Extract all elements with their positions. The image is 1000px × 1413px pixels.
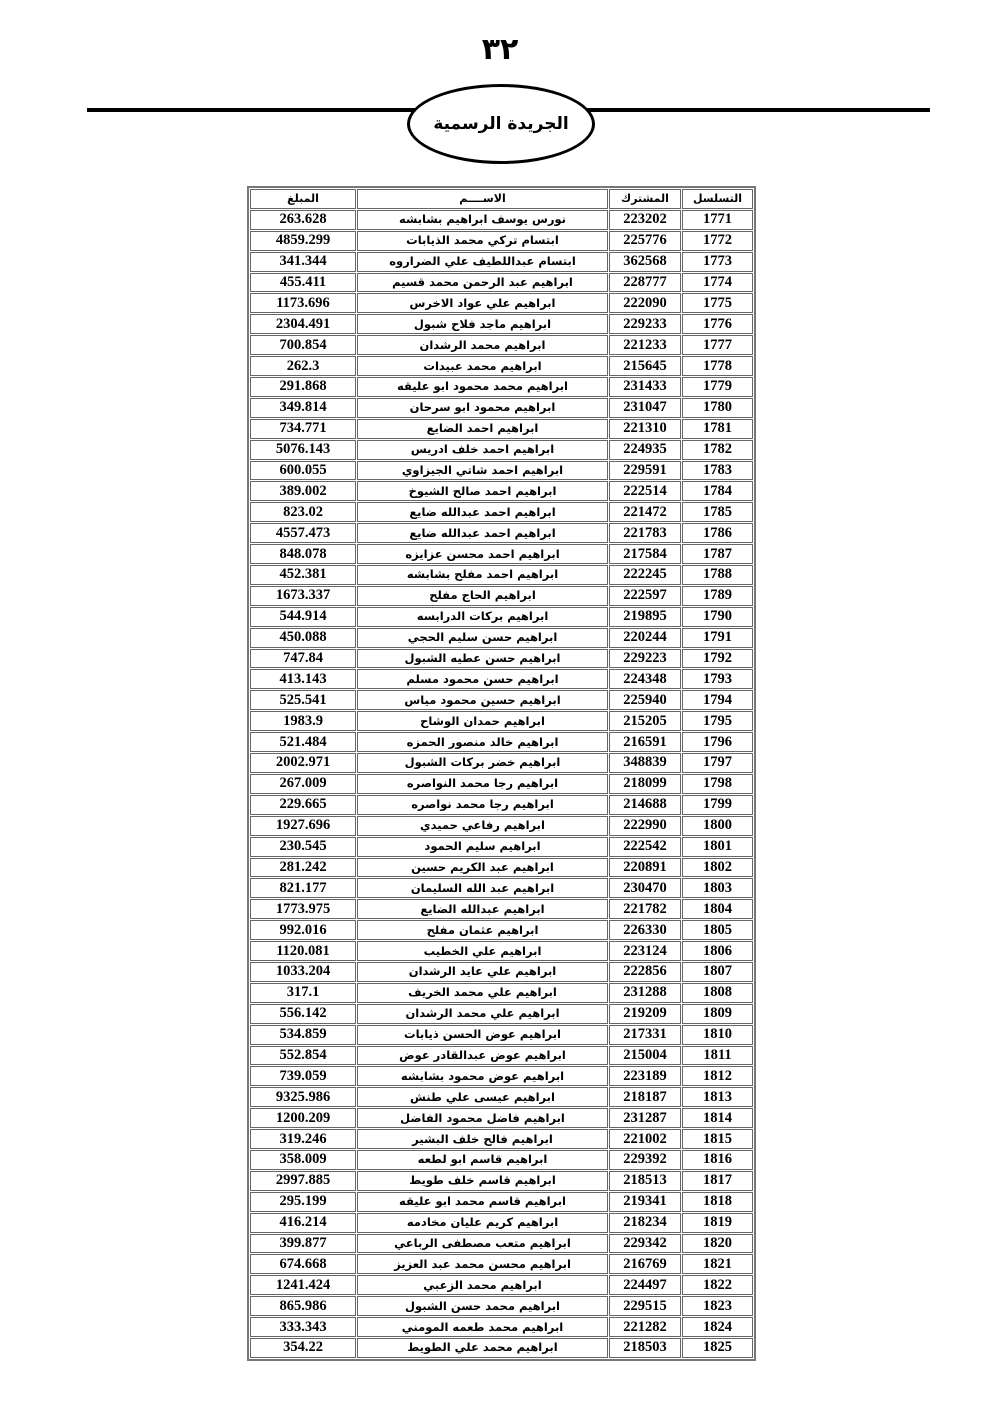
name-cell: ابراهيم علي عايد الرشدان [357,962,608,982]
name-cell: ابراهيم قاسم محمد ابو عليقه [357,1192,608,1212]
subscriber-cell: 222514 [609,481,681,501]
subscriber-cell: 228777 [609,273,681,293]
amount-cell: 700.854 [250,335,356,355]
amount-cell: 4859.299 [250,231,356,251]
serial-cell: 1785 [682,502,753,522]
subscriber-cell: 224348 [609,669,681,689]
subscriber-cell: 219895 [609,607,681,627]
subscriber-cell: 217584 [609,544,681,564]
amount-cell: 317.1 [250,983,356,1003]
name-cell: ابراهيم احمد عبدالله ضايع [357,502,608,522]
table-row [250,795,753,815]
serial-cell: 1791 [682,628,753,648]
name-cell: ابراهيم بركات الدرابسه [357,607,608,627]
amount-cell: 1773.975 [250,899,356,919]
subscriber-cell: 231047 [609,398,681,418]
name-cell: ابراهيم محمود ابو سرحان [357,398,608,418]
serial-cell: 1794 [682,690,753,710]
table-row [250,1234,753,1254]
name-cell: ابراهيم حسن عطيه الشبول [357,649,608,669]
subscriber-cell: 218187 [609,1087,681,1107]
name-cell: ابراهيم احمد صالح الشيوخ [357,481,608,501]
subscriber-cell: 220244 [609,628,681,648]
subscriber-cell: 229233 [609,314,681,334]
serial-cell: 1783 [682,461,753,481]
amount-cell: 1927.696 [250,816,356,836]
serial-cell: 1806 [682,941,753,961]
subscriber-cell: 216591 [609,732,681,752]
name-cell: ابراهيم ماجد فلاح شبول [357,314,608,334]
subscriber-cell: 222856 [609,962,681,982]
table-row [250,1317,753,1337]
subscriber-cell: 229392 [609,1150,681,1170]
table-row [250,1108,753,1128]
serial-cell: 1779 [682,377,753,397]
amount-cell: 865.986 [250,1296,356,1316]
table-row [250,1254,753,1274]
table-row [250,419,753,439]
serial-cell: 1798 [682,774,753,794]
subscriber-cell: 221782 [609,899,681,919]
name-cell: ابراهيم محمد عبيدات [357,356,608,376]
serial-cell: 1778 [682,356,753,376]
serial-cell: 1776 [682,314,753,334]
name-cell: ابراهيم احمد شاتي الجيزاوي [357,461,608,481]
amount-cell: 9325.986 [250,1087,356,1107]
name-cell: ابراهيم رجا محمد نواصره [357,795,608,815]
table-row [250,858,753,878]
table-row [250,1213,753,1233]
table-row [250,649,753,669]
table-body [250,210,753,1358]
serial-cell: 1814 [682,1108,753,1128]
name-cell: ابراهيم احمد خلف ادريس [357,440,608,460]
table-row [250,461,753,481]
serial-cell: 1823 [682,1296,753,1316]
column-header-name: الاســــم [357,189,608,209]
name-cell: نورس يوسف ابراهيم بشابشه [357,210,608,230]
name-cell: ابراهيم عبد الله السليمان [357,878,608,898]
table-row [250,544,753,564]
serial-cell: 1816 [682,1150,753,1170]
name-cell: ابراهيم خضر بركات الشبول [357,753,608,773]
amount-cell: 416.214 [250,1213,356,1233]
subscriber-cell: 229515 [609,1296,681,1316]
serial-cell: 1771 [682,210,753,230]
amount-cell: 450.088 [250,628,356,648]
table-row [250,502,753,522]
subscriber-cell: 223202 [609,210,681,230]
name-cell: ابراهيم حسن سليم الحجي [357,628,608,648]
amount-cell: 452.381 [250,565,356,585]
table-row [250,1338,753,1358]
amount-cell: 2304.491 [250,314,356,334]
serial-cell: 1819 [682,1213,753,1233]
serial-cell: 1797 [682,753,753,773]
serial-cell: 1773 [682,252,753,272]
table-row [250,210,753,230]
amount-cell: 291.868 [250,377,356,397]
table-row [250,356,753,376]
subscriber-cell: 214688 [609,795,681,815]
serial-cell: 1789 [682,586,753,606]
amount-cell: 229.665 [250,795,356,815]
name-cell: ابراهيم فاضل محمود الفاضل [357,1108,608,1128]
name-cell: ابراهيم محمد الزعبي [357,1275,608,1295]
subscriber-cell: 226330 [609,920,681,940]
subscriber-cell: 220891 [609,858,681,878]
table-row [250,837,753,857]
serial-cell: 1807 [682,962,753,982]
table-header-row [250,189,753,209]
name-cell: ابراهيم محمد الرشدان [357,335,608,355]
name-cell: ابراهيم عبد الكريم حسين [357,858,608,878]
subscriber-cell: 218503 [609,1338,681,1358]
name-cell: ابراهيم عوض عبدالقادر عوض [357,1046,608,1066]
serial-cell: 1809 [682,1004,753,1024]
name-cell: ابراهيم علي عواد الاخرس [357,293,608,313]
amount-cell: 262.3 [250,356,356,376]
table-row [250,1296,753,1316]
subscriber-cell: 217331 [609,1025,681,1045]
amount-cell: 544.914 [250,607,356,627]
subscriber-cell: 224497 [609,1275,681,1295]
subscriber-cell: 219341 [609,1192,681,1212]
table-row [250,941,753,961]
serial-cell: 1793 [682,669,753,689]
name-cell: ابراهيم عثمان مفلح [357,920,608,940]
serial-cell: 1815 [682,1129,753,1149]
publication-title: الجريدة الرسمية [433,114,569,134]
name-cell: ابراهيم رجا محمد النواصره [357,774,608,794]
serial-cell: 1781 [682,419,753,439]
amount-cell: 349.814 [250,398,356,418]
serial-cell: 1812 [682,1066,753,1086]
table-row [250,1046,753,1066]
serial-cell: 1824 [682,1317,753,1337]
table-row [250,899,753,919]
subscriber-cell: 225776 [609,231,681,251]
table-row [250,690,753,710]
table-row [250,732,753,752]
table-row [250,1171,753,1191]
amount-cell: 267.009 [250,774,356,794]
amount-cell: 354.22 [250,1338,356,1358]
serial-cell: 1825 [682,1338,753,1358]
subscriber-cell: 222245 [609,565,681,585]
subscriber-cell: 222597 [609,586,681,606]
column-header-subscriber: المشترك [609,189,681,209]
amount-cell: 1033.204 [250,962,356,982]
amount-cell: 399.877 [250,1234,356,1254]
table-row [250,377,753,397]
name-cell: ابراهيم احمد عبدالله ضايع [357,523,608,543]
subscriber-cell: 229591 [609,461,681,481]
table-row [250,1150,753,1170]
amount-cell: 5076.143 [250,440,356,460]
serial-cell: 1799 [682,795,753,815]
table-row [250,711,753,731]
amount-cell: 413.143 [250,669,356,689]
subscriber-cell: 216769 [609,1254,681,1274]
amount-cell: 4557.473 [250,523,356,543]
subscriber-cell: 221002 [609,1129,681,1149]
serial-cell: 1822 [682,1275,753,1295]
amount-cell: 2997.885 [250,1171,356,1191]
amount-cell: 1173.696 [250,293,356,313]
table-row [250,398,753,418]
subscriber-cell: 218099 [609,774,681,794]
serial-cell: 1784 [682,481,753,501]
serial-cell: 1772 [682,231,753,251]
amount-cell: 525.541 [250,690,356,710]
amount-cell: 341.344 [250,252,356,272]
amount-cell: 1983.9 [250,711,356,731]
name-cell: ابراهيم محمد حسن الشبول [357,1296,608,1316]
subscriber-cell: 215004 [609,1046,681,1066]
serial-cell: 1817 [682,1171,753,1191]
table-row [250,983,753,1003]
serial-cell: 1802 [682,858,753,878]
serial-cell: 1777 [682,335,753,355]
name-cell: ابراهيم علي محمد الخريف [357,983,608,1003]
payments-table [247,186,756,1361]
serial-cell: 1821 [682,1254,753,1274]
name-cell: ابراهيم عبدالله الضايع [357,899,608,919]
subscriber-cell: 222542 [609,837,681,857]
serial-cell: 1786 [682,523,753,543]
subscriber-cell: 218234 [609,1213,681,1233]
name-cell: ابراهيم فالح خلف البشير [357,1129,608,1149]
serial-cell: 1803 [682,878,753,898]
name-cell: ابراهيم قاسم ابو لطعه [357,1150,608,1170]
serial-cell: 1795 [682,711,753,731]
amount-cell: 739.059 [250,1066,356,1086]
amount-cell: 534.859 [250,1025,356,1045]
subscriber-cell: 362568 [609,252,681,272]
subscriber-cell: 219209 [609,1004,681,1024]
table-row [250,628,753,648]
subscriber-cell: 223124 [609,941,681,961]
subscriber-cell: 231433 [609,377,681,397]
amount-cell: 230.545 [250,837,356,857]
amount-cell: 1120.081 [250,941,356,961]
serial-cell: 1811 [682,1046,753,1066]
amount-cell: 333.343 [250,1317,356,1337]
serial-cell: 1774 [682,273,753,293]
serial-cell: 1818 [682,1192,753,1212]
amount-cell: 295.199 [250,1192,356,1212]
serial-cell: 1800 [682,816,753,836]
serial-cell: 1787 [682,544,753,564]
amount-cell: 734.771 [250,419,356,439]
subscriber-cell: 229223 [609,649,681,669]
amount-cell: 674.668 [250,1254,356,1274]
table-row [250,586,753,606]
name-cell: ابراهيم سليم الحمود [357,837,608,857]
table-row [250,231,753,251]
serial-cell: 1808 [682,983,753,1003]
amount-cell: 1200.209 [250,1108,356,1128]
amount-cell: 358.009 [250,1150,356,1170]
name-cell: ابراهيم محسن محمد عبد العزيز [357,1254,608,1274]
name-cell: ابتسام عبداللطيف علي الضراروه [357,252,608,272]
amount-cell: 821.177 [250,878,356,898]
subscriber-cell: 215205 [609,711,681,731]
table-row [250,1025,753,1045]
serial-cell: 1813 [682,1087,753,1107]
name-cell: ابراهيم الحاج مفلح [357,586,608,606]
subscriber-cell: 221233 [609,335,681,355]
publication-title-oval [407,84,595,164]
serial-cell: 1820 [682,1234,753,1254]
name-cell: ابراهيم عوض الحسن ذيابات [357,1025,608,1045]
table-row [250,335,753,355]
table-row [250,920,753,940]
table-row [250,1004,753,1024]
serial-cell: 1790 [682,607,753,627]
table-row [250,753,753,773]
serial-cell: 1805 [682,920,753,940]
name-cell: ابراهيم رفاعي حميدي [357,816,608,836]
serial-cell: 1775 [682,293,753,313]
amount-cell: 389.002 [250,481,356,501]
subscriber-cell: 221472 [609,502,681,522]
table-row [250,1275,753,1295]
subscriber-cell: 221783 [609,523,681,543]
subscriber-cell: 218513 [609,1171,681,1191]
amount-cell: 600.055 [250,461,356,481]
name-cell: ابراهيم متعب مصطفى الرباعي [357,1234,608,1254]
name-cell: ابراهيم محمد طعمه المومني [357,1317,608,1337]
table-row [250,273,753,293]
subscriber-cell: 221310 [609,419,681,439]
name-cell: ابراهيم عيسى علي طنش [357,1087,608,1107]
serial-cell: 1788 [682,565,753,585]
amount-cell: 1241.424 [250,1275,356,1295]
subscriber-cell: 229342 [609,1234,681,1254]
subscriber-cell: 221282 [609,1317,681,1337]
amount-cell: 552.854 [250,1046,356,1066]
amount-cell: 823.02 [250,502,356,522]
serial-cell: 1801 [682,837,753,857]
subscriber-cell: 231288 [609,983,681,1003]
serial-cell: 1792 [682,649,753,669]
name-cell: ابراهيم عبد الرحمن محمد قسيم [357,273,608,293]
table-row [250,481,753,501]
table-row [250,252,753,272]
table-row [250,878,753,898]
subscriber-cell: 224935 [609,440,681,460]
name-cell: ابراهيم خالد منصور الحمزه [357,732,608,752]
amount-cell: 556.142 [250,1004,356,1024]
table-row [250,1192,753,1212]
subscriber-cell: 222990 [609,816,681,836]
serial-cell: 1780 [682,398,753,418]
table-row [250,1066,753,1086]
amount-cell: 848.078 [250,544,356,564]
table-row [250,523,753,543]
table-row [250,1087,753,1107]
name-cell: ابراهيم محمد علي الطويط [357,1338,608,1358]
name-cell: ابراهيم محمد محمود ابو عليقه [357,377,608,397]
table-row [250,816,753,836]
amount-cell: 992.016 [250,920,356,940]
amount-cell: 2002.971 [250,753,356,773]
name-cell: ابراهيم احمد محسن عزايزه [357,544,608,564]
subscriber-cell: 231287 [609,1108,681,1128]
table-row [250,607,753,627]
name-cell: ابراهيم احمد مفلح بشابشه [357,565,608,585]
name-cell: ابراهيم كريم عليان مخادمه [357,1213,608,1233]
subscriber-cell: 230470 [609,878,681,898]
amount-cell: 281.242 [250,858,356,878]
table-row [250,440,753,460]
name-cell: ابراهيم علي الخطيب [357,941,608,961]
name-cell: ابراهيم احمد الضايع [357,419,608,439]
column-header-serial: التسلسل [682,189,753,209]
name-cell: ابراهيم حسن محمود مسلم [357,669,608,689]
subscriber-cell: 348839 [609,753,681,773]
table-row [250,565,753,585]
table-row [250,669,753,689]
subscriber-cell: 223189 [609,1066,681,1086]
table-row [250,293,753,313]
amount-cell: 747.84 [250,649,356,669]
serial-cell: 1804 [682,899,753,919]
name-cell: ابراهيم عوض محمود بشابشه [357,1066,608,1086]
serial-cell: 1796 [682,732,753,752]
name-cell: ابراهيم علي محمد الرشدان [357,1004,608,1024]
serial-cell: 1810 [682,1025,753,1045]
amount-cell: 1673.337 [250,586,356,606]
table-row [250,314,753,334]
table-row [250,774,753,794]
name-cell: ابراهيم حسين محمود مياس [357,690,608,710]
subscriber-cell: 225940 [609,690,681,710]
name-cell: ابراهيم حمدان الوشاح [357,711,608,731]
name-cell: ابراهيم قاسم خلف طويط [357,1171,608,1191]
column-header-amount: المبلغ [250,189,356,209]
amount-cell: 263.628 [250,210,356,230]
amount-cell: 455.411 [250,273,356,293]
subscriber-cell: 222090 [609,293,681,313]
name-cell: ابتسام تركي محمد الذيابات [357,231,608,251]
table-row [250,962,753,982]
amount-cell: 319.246 [250,1129,356,1149]
amount-cell: 521.484 [250,732,356,752]
subscriber-cell: 215645 [609,356,681,376]
page-number: ٣٢ [481,32,519,67]
serial-cell: 1782 [682,440,753,460]
table-row [250,1129,753,1149]
